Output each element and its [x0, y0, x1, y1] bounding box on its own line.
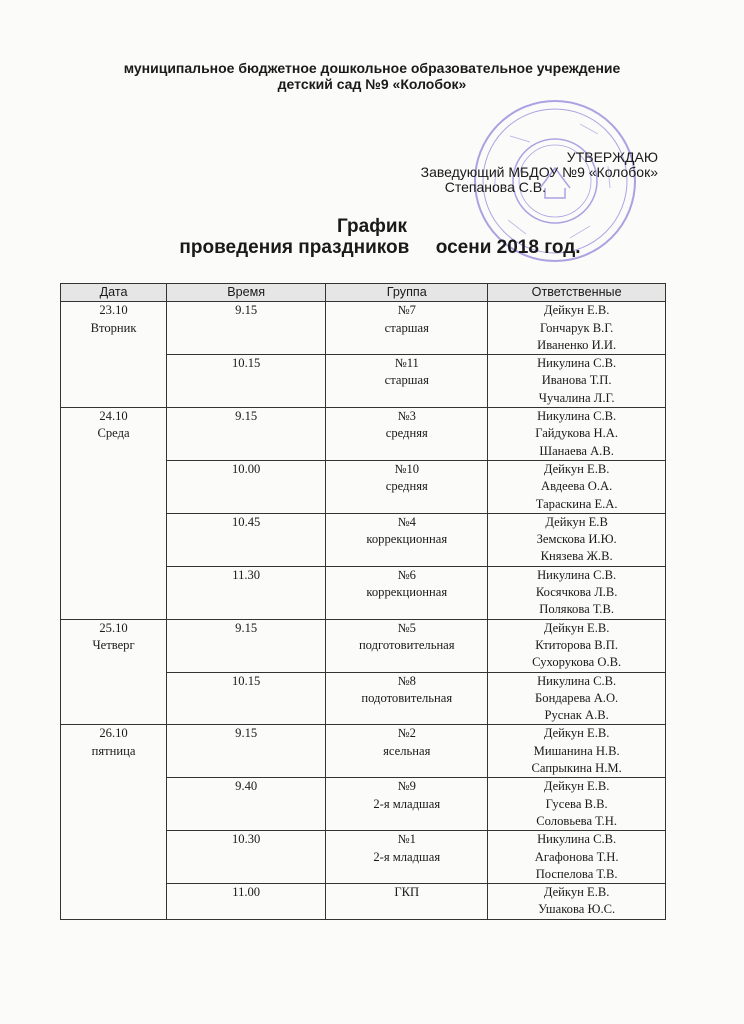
table-row [61, 302, 666, 355]
group-name: старшая [384, 320, 429, 335]
responsible-person: Мишанина Н.В. [533, 743, 620, 758]
date-cell [61, 302, 167, 408]
table-header-row [61, 284, 666, 302]
responsible-person: Соловьева Т.Н. [536, 813, 617, 828]
date-value: 23.10 [99, 303, 128, 318]
responsible-cell [488, 460, 666, 513]
responsible-cell [488, 725, 666, 778]
responsible-person: Иваненко И.И. [537, 337, 617, 352]
group-cell [326, 513, 488, 566]
responsible-person: Никулина С.В. [537, 567, 617, 582]
responsible-person: Агафонова Т.Н. [534, 849, 619, 864]
group-cell [326, 460, 488, 513]
weekday-value: пятница [91, 743, 136, 758]
date-value: 25.10 [99, 620, 128, 635]
group-name: подготовительная [358, 637, 455, 652]
group-number: №9 [397, 779, 416, 794]
group-cell [326, 408, 488, 461]
org-line-1: муниципальное бюджетное дошкольное образовательное учреждение [123, 60, 621, 76]
org-line-2: детский сад №9 «Колобок» [277, 76, 467, 92]
group-cell [326, 778, 488, 831]
approval-block [421, 150, 658, 195]
group-name: старшая [384, 373, 429, 388]
date-cell [61, 619, 167, 725]
responsible-cell [488, 884, 666, 920]
responsible-person: Никулина С.В. [537, 832, 617, 847]
responsible-person: Авдеева О.А. [540, 479, 613, 494]
header-date: Дата [61, 284, 167, 302]
group-name: 2-я младшая [373, 796, 441, 811]
group-number: №11 [394, 356, 419, 371]
time-cell: 10.15 [167, 672, 326, 725]
group-number: №1 [397, 832, 416, 847]
responsible-person: Ушакова Ю.С. [538, 902, 616, 917]
group-cell [326, 355, 488, 408]
group-cell [326, 672, 488, 725]
responsible-person: Поспелова Т.В. [535, 866, 618, 881]
group-cell [326, 831, 488, 884]
table-row [61, 619, 666, 672]
document-title [0, 216, 744, 258]
group-name: коррекционная [366, 532, 448, 547]
schedule-table [60, 283, 666, 920]
group-name: подотовительная [361, 690, 453, 705]
responsible-person: Руснак А.В. [544, 708, 609, 723]
responsible-person: Гайдукова Н.А. [535, 426, 619, 441]
responsible-cell [488, 619, 666, 672]
responsible-cell [488, 566, 666, 619]
responsible-person: Земскова И.Ю. [536, 532, 617, 547]
group-number: №4 [397, 514, 416, 529]
time-cell: 11.30 [167, 566, 326, 619]
responsible-person: Дейкун Е.В. [543, 885, 610, 900]
time-cell: 9.15 [167, 408, 326, 461]
group-number: №5 [397, 620, 416, 635]
time-cell: 9.15 [167, 302, 326, 355]
title-line-1: График [336, 216, 408, 237]
group-number: ГКП [394, 885, 420, 900]
responsible-person: Гончарук В.Г. [539, 320, 614, 335]
responsible-person: Дейкун Е.В. [543, 779, 610, 794]
responsible-person: Никулина С.В. [537, 356, 617, 371]
group-number: №7 [397, 303, 416, 318]
responsible-person: Дейкун Е.В. [543, 620, 610, 635]
organization-header [0, 60, 744, 92]
responsible-person: Никулина С.В. [537, 409, 617, 424]
responsible-cell [488, 778, 666, 831]
title-line-2: проведения праздников осени 2018 год. [179, 237, 581, 258]
group-name: ясельная [383, 743, 431, 758]
time-cell: 11.00 [167, 884, 326, 920]
time-cell: 10.00 [167, 460, 326, 513]
group-cell [326, 566, 488, 619]
date-cell [61, 725, 167, 919]
header-group: Группа [326, 284, 488, 302]
table-row [61, 725, 666, 778]
group-cell [326, 619, 488, 672]
responsible-person: Ктиторова В.П. [535, 637, 618, 652]
responsible-cell [488, 831, 666, 884]
time-cell: 9.15 [167, 619, 326, 672]
table-row [61, 408, 666, 461]
group-cell [326, 884, 488, 920]
group-number: №8 [397, 673, 416, 688]
date-value: 24.10 [99, 409, 128, 424]
header-responsible: Ответственные [488, 284, 666, 302]
responsible-person: Сапрыкина Н.М. [531, 761, 622, 776]
group-number: №2 [397, 726, 416, 741]
group-name: коррекционная [366, 585, 448, 600]
time-cell: 10.30 [167, 831, 326, 884]
group-name: средняя [385, 426, 428, 441]
responsible-person: Дейкун Е.В. [543, 461, 610, 476]
responsible-person: Дейкун Е.В [545, 514, 608, 529]
weekday-value: Четверг [92, 637, 135, 652]
time-cell: 9.40 [167, 778, 326, 831]
group-cell [326, 725, 488, 778]
time-cell: 10.15 [167, 355, 326, 408]
group-number: №3 [397, 409, 416, 424]
group-cell [326, 302, 488, 355]
date-cell [61, 408, 167, 620]
time-cell: 9.15 [167, 725, 326, 778]
responsible-person: Тараскина Е.А. [535, 496, 618, 511]
group-name: средняя [385, 479, 428, 494]
group-number: №10 [394, 461, 420, 476]
responsible-person: Иванова Т.П. [541, 373, 612, 388]
responsible-person: Шанаева А.В. [539, 443, 614, 458]
responsible-cell [488, 408, 666, 461]
responsible-person: Косячкова Л.В. [535, 585, 618, 600]
responsible-person: Никулина С.В. [537, 673, 617, 688]
weekday-value: Среда [97, 426, 130, 441]
approve-label: УТВЕРЖДАЮ [566, 149, 658, 165]
responsible-person: Полякова Т.В. [539, 602, 614, 617]
approver-position: Заведующий МБДОУ №9 «Колобок» [420, 164, 658, 180]
responsible-person: Сухорукова О.В. [532, 655, 622, 670]
group-number: №6 [397, 567, 416, 582]
responsible-person: Чучалина Л.Г. [538, 390, 615, 405]
approver-name: Степанова С.В. [444, 179, 546, 195]
responsible-cell [488, 302, 666, 355]
responsible-cell [488, 355, 666, 408]
responsible-cell [488, 513, 666, 566]
responsible-person: Гусева В.В. [545, 796, 608, 811]
responsible-cell [488, 672, 666, 725]
responsible-person: Бондарева А.О. [535, 690, 619, 705]
weekday-value: Вторник [90, 320, 137, 335]
group-name: 2-я младшая [373, 849, 441, 864]
date-value: 26.10 [99, 726, 128, 741]
responsible-person: Князева Ж.В. [540, 549, 613, 564]
responsible-person: Дейкун Е.В. [543, 303, 610, 318]
responsible-person: Дейкун Е.В. [543, 726, 610, 741]
header-time: Время [167, 284, 326, 302]
time-cell: 10.45 [167, 513, 326, 566]
